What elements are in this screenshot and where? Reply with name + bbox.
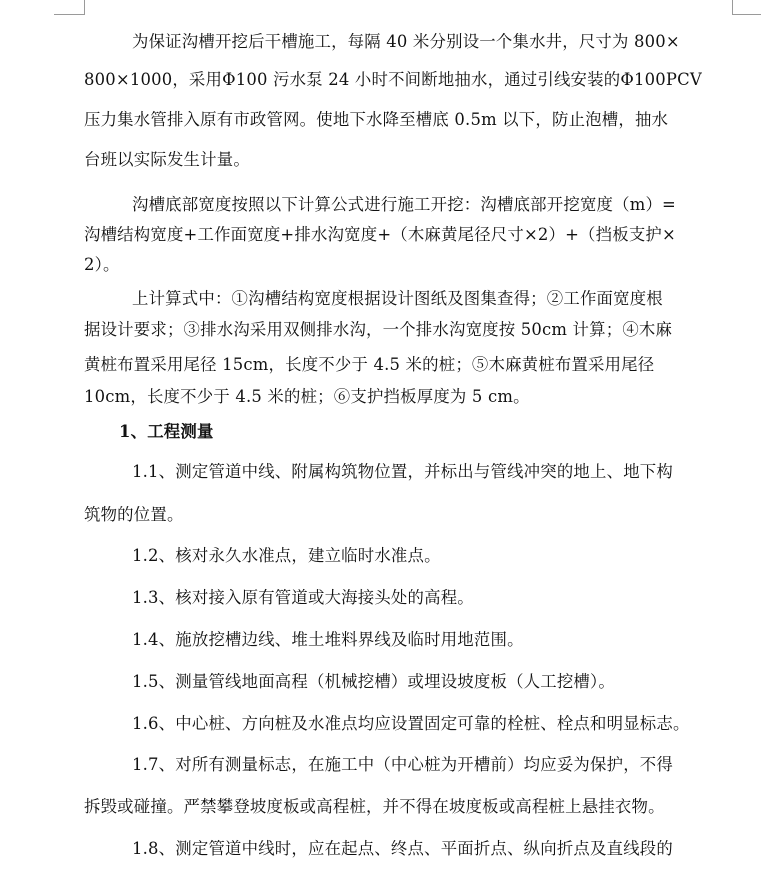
text-line: 800×1000，采用Φ100 污水泵 24 小时不间断地抽水，通过引线安装的Φ100PCV — [84, 70, 702, 89]
text-line: 台班以实际发生计量。 — [84, 150, 250, 169]
text-line: 2）。 — [84, 255, 120, 274]
text-line: 1.5、测量管线地面高程（机械挖槽）或埋设坡度板（人工挖槽）。 — [132, 672, 616, 691]
text-line: 为保证沟槽开挖后干槽施工，每隔 40 米分别设一个集水井，尺寸为 800× — [132, 32, 680, 51]
text-line: 上计算式中：①沟槽结构宽度根据设计图纸及图集查得；②工作面宽度根 — [132, 289, 663, 308]
text-line: 1.2、核对永久水准点，建立临时水准点。 — [132, 546, 441, 565]
text-line: 沟槽底部宽度按照以下计算公式进行施工开挖：沟槽底部开挖宽度（m）= — [132, 195, 676, 214]
text-line: 1.8、测定管道中线时，应在起点、终点、平面折点、纵向折点及直线段的 — [132, 839, 673, 858]
text-line: 1.7、对所有测量标志，在施工中（中心桩为开槽前）均应妥为保护，不得 — [132, 755, 673, 774]
text-line: 1.6、中心桩、方向桩及水准点均应设置固定可靠的栓桩、栓点和明显标志。 — [132, 714, 690, 733]
text-line: 沟槽结构宽度+工作面宽度+排水沟宽度+（木麻黄尾径尺寸×2）+（挡板支护× — [84, 225, 676, 244]
text-line: 筑物的位置。 — [84, 505, 184, 524]
text-line: 10cm，长度不少于 4.5 米的桩；⑥支护挡板厚度为 5 cm。 — [84, 387, 530, 406]
text-line: 据设计要求；③排水沟采用双侧排水沟，一个排水沟宽度按 50cm 计算；④木麻 — [84, 320, 673, 339]
text-line: 黄桩布置采用尾径 15cm，长度不少于 4.5 米的桩；⑤木麻黄桩布置采用尾径 — [84, 355, 655, 374]
section-heading: 1、工程测量 — [119, 422, 214, 441]
page-corner-mark-left — [54, 0, 85, 15]
text-line: 1.3、核对接入原有管道或大海接头处的高程。 — [132, 588, 474, 607]
text-line: 1.4、施放挖槽边线、堆土堆料界线及临时用地范围。 — [132, 630, 524, 649]
page-corner-mark-right — [732, 0, 761, 15]
text-line: 1.1、测定管道中线、附属构筑物位置，并标出与管线冲突的地上、地下构 — [132, 462, 673, 481]
text-line: 拆毁或碰撞。严禁攀登坡度板或高程桩，并不得在坡度板或高程桩上悬挂衣物。 — [84, 797, 665, 816]
text-line: 压力集水管排入原有市政管网。使地下水降至槽底 0.5m 以下，防止泡槽，抽水 — [84, 110, 669, 129]
